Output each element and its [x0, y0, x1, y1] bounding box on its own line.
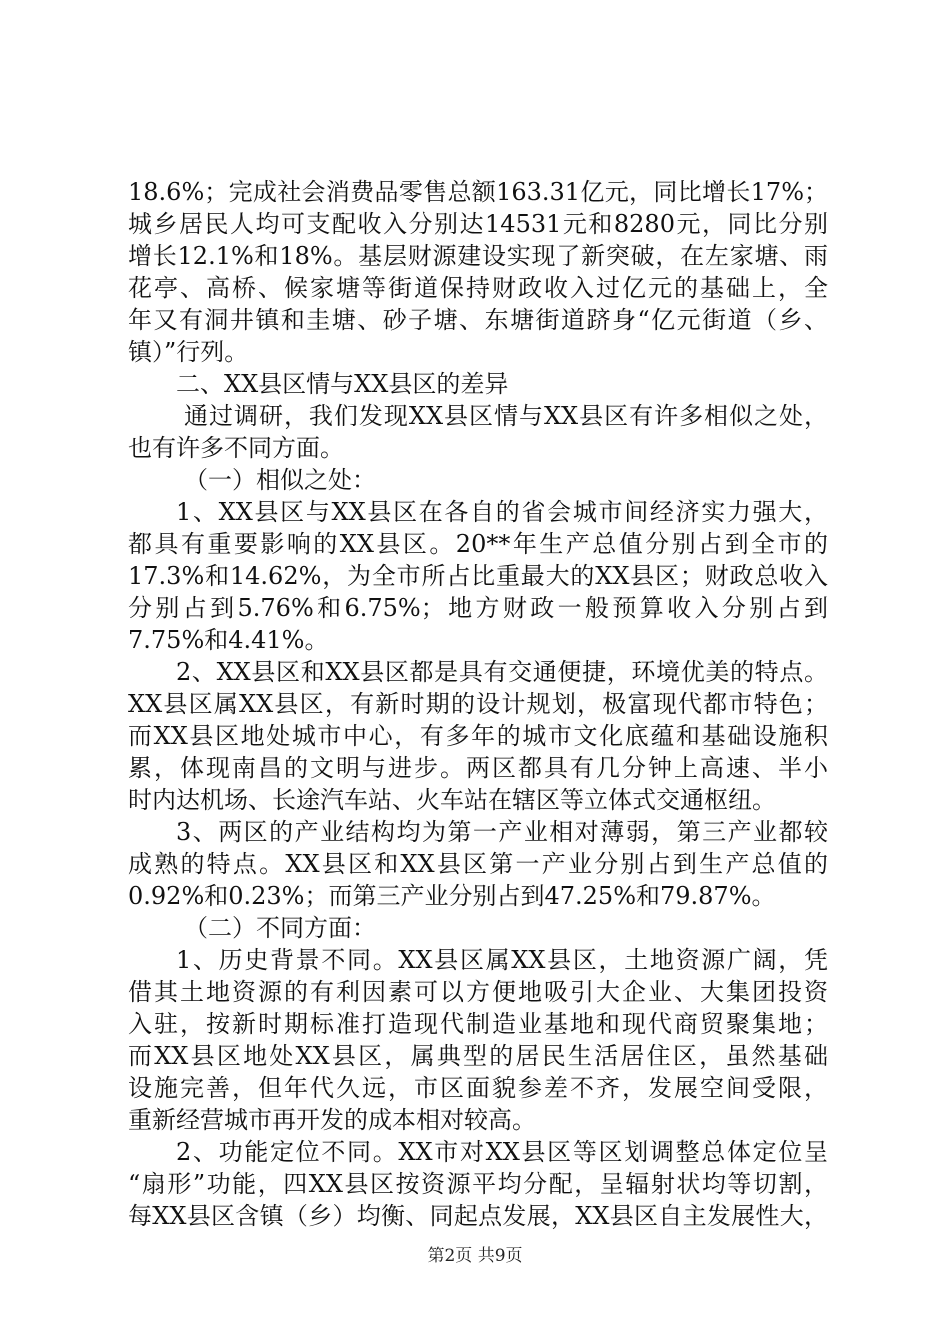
- text-line: 17.3%和14.62%，为全市所占比重最大的XX县区；财政总收入: [128, 562, 828, 590]
- text-line: 1、XX县区与XX县区在各自的省会城市间经济实力强大，: [176, 498, 828, 526]
- text-line: 花亭、高桥、候家塘等街道保持财政收入过亿元的基础上，全: [128, 274, 828, 302]
- text-line: 2、XX县区和XX县区都是具有交通便捷，环境优美的特点。: [176, 658, 828, 686]
- text-line: 分别占到5.76%和6.75%；地方财政一般预算收入分别占到: [128, 594, 828, 622]
- page-number-footer: 第2页 共9页: [427, 1246, 523, 1266]
- text-line: 借其土地资源的有利因素可以方便地吸引大企业、大集团投资: [128, 978, 828, 1006]
- text-line: 也有许多不同方面。: [128, 434, 344, 462]
- subsection-heading: （二）不同方面：: [184, 914, 376, 942]
- text-line: 而XX县区地处XX县区，属典型的居民生活居住区，虽然基础: [128, 1042, 828, 1070]
- document-body: [128, 176, 828, 1232]
- text-line: 入驻，按新时期标准打造现代制造业基地和现代商贸聚集地；: [128, 1010, 828, 1038]
- text-line: 而XX县区地处城市中心，有多年的城市文化底蕴和基础设施积: [128, 722, 828, 750]
- text-line: 18.6%；完成社会消费品零售总额163.31亿元，同比增长17%；: [128, 178, 828, 206]
- text-line: 设施完善，但年代久远，市区面貌参差不齐，发展空间受限，: [128, 1074, 828, 1102]
- text-line: 城乡居民人均可支配收入分别达14531元和8280元，同比分别: [128, 210, 828, 238]
- text-line: 3、两区的产业结构均为第一产业相对薄弱，第三产业都较: [176, 818, 828, 846]
- text-line: “扇形”功能，四XX县区按资源平均分配，呈辐射状均等切割，: [128, 1170, 828, 1198]
- text-line: 都具有重要影响的XX县区。20**年生产总值分别占到全市的: [128, 530, 828, 558]
- text-line: 时内达机场、长途汽车站、火车站在辖区等立体式交通枢纽。: [128, 786, 776, 814]
- text-line: 0.92%和0.23%；而第三产业分别占到47.25%和79.87%。: [128, 882, 776, 910]
- text-line: 1、历史背景不同。XX县区属XX县区，土地资源广阔，凭: [176, 946, 828, 974]
- text-line: 镇）”行列。: [128, 338, 249, 366]
- text-line: 每XX县区含镇（乡）均衡、同起点发展，XX县区自主发展性大，: [128, 1202, 828, 1230]
- text-line: 通过调研，我们发现XX县区情与XX县区有许多相似之处，: [184, 402, 828, 430]
- text-line: 累，体现南昌的文明与进步。两区都具有几分钟上高速、半小: [128, 754, 828, 782]
- text-line: 2、功能定位不同。XX市对XX县区等区划调整总体定位呈: [176, 1138, 828, 1166]
- text-line: 7.75%和4.41%。: [128, 626, 329, 654]
- section-heading: 二、XX县区情与XX县区的差异: [176, 370, 509, 398]
- text-line: 成熟的特点。XX县区和XX县区第一产业分别占到生产总值的: [128, 850, 828, 878]
- text-line: XX县区属XX县区，有新时期的设计规划，极富现代都市特色；: [128, 690, 828, 718]
- subsection-heading: （一）相似之处：: [184, 466, 376, 494]
- text-line: 重新经营城市再开发的成本相对较高。: [128, 1106, 536, 1134]
- text-line: 年又有洞井镇和圭塘、砂子塘、东塘街道跻身“亿元街道（乡、: [128, 306, 828, 334]
- text-line: 增长12.1%和18%。基层财源建设实现了新突破，在左家塘、雨: [128, 242, 828, 270]
